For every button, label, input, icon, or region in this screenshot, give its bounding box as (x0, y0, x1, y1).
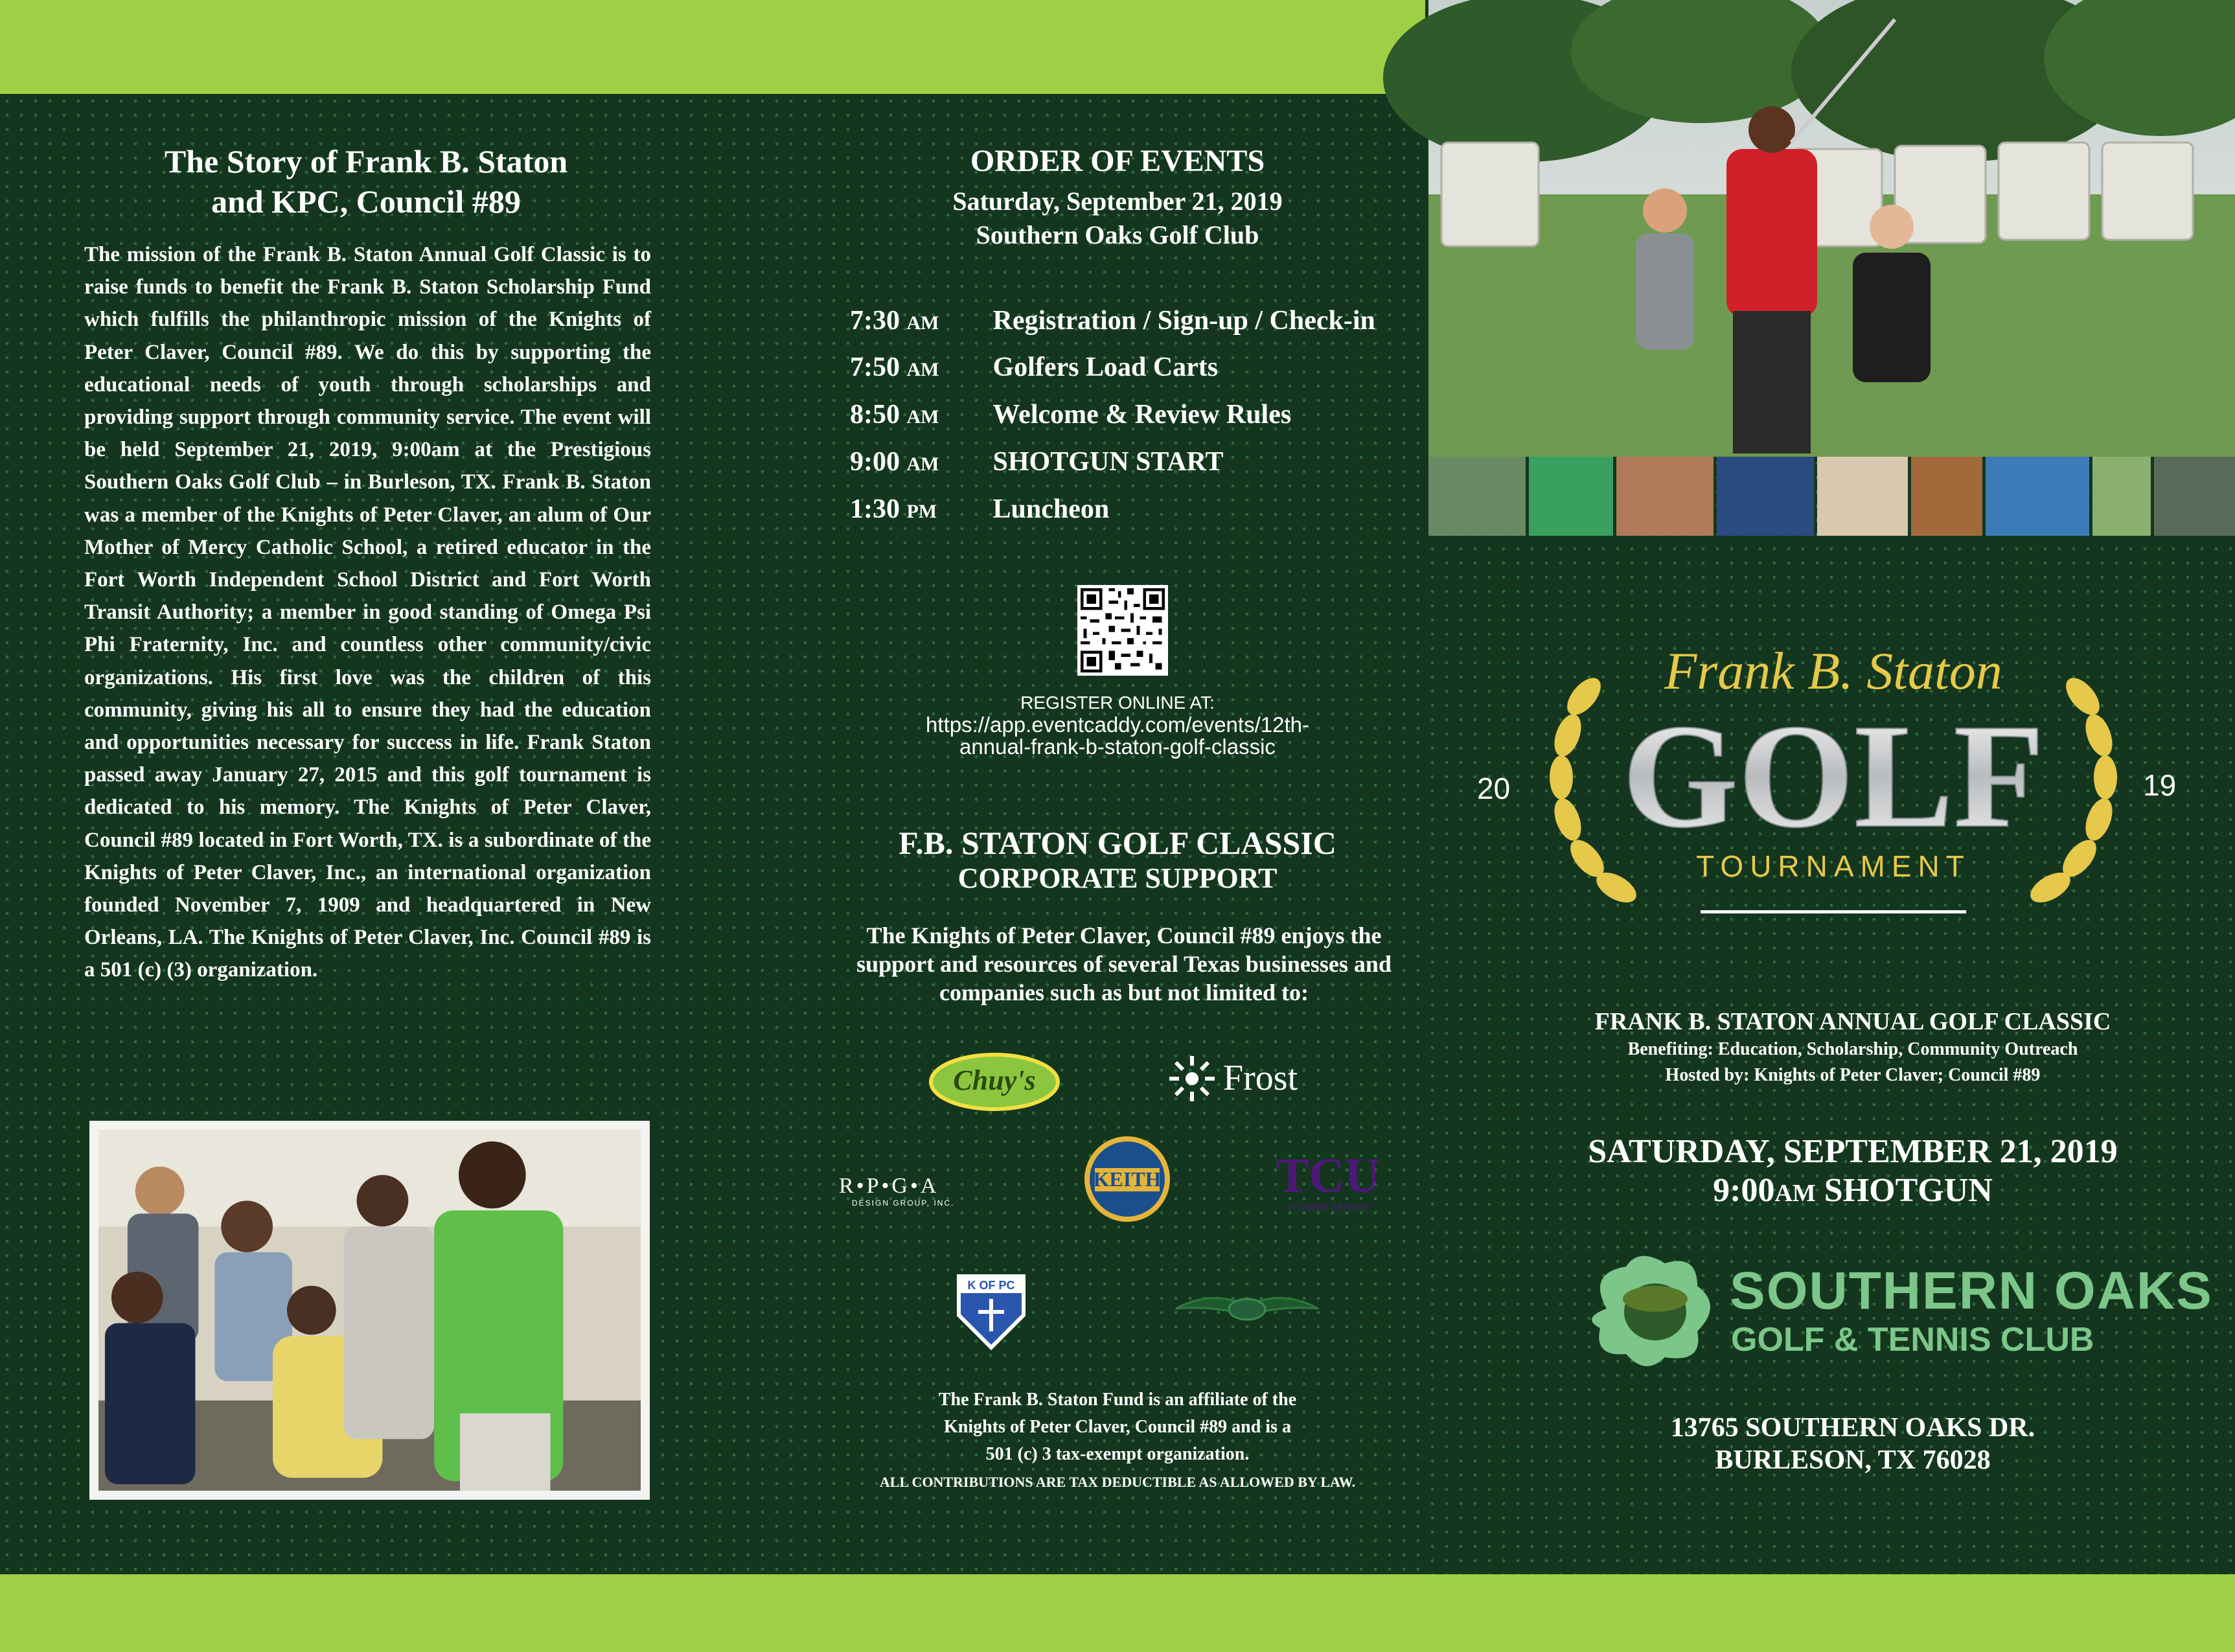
events-title: ORDER OF EVENTS (970, 144, 1265, 178)
frost-text: Frost (1223, 1058, 1298, 1098)
register-url-line2[interactable]: annual-frank-b-staton-golf-classic (959, 735, 1276, 759)
wings-logo (1173, 1286, 1322, 1331)
tcu-text: TCU (1276, 1149, 1381, 1203)
schedule-ampm: PM (906, 501, 937, 522)
club-name-2: GOLF & TENNIS CLUB (1731, 1321, 2094, 1359)
top-green-band (0, 0, 1425, 94)
schedule-label: Luncheon (992, 494, 1110, 524)
story-body: The mission of the Frank B. Staton Annual Golf Classic is to raise funds to benefit the Frank B. Staton Scholarship Fund which fulfills the philanthropic mission of the Knights of Peter Claver, Council #89. We do this by supporting the educational needs of youth through scholarships and providing support through community service. The event will be held September 21, 2019, 9:00am at the Prestigious Southern Oaks Golf Club – in Burleson, TX. Frank B. Staton was a member of the Knights of Peter Claver, an alum of Our Mother of Mercy Catholic School, a retired educator in the Fort Worth Independent School District and Fort Worth Transit Authority; a member in good standing of Omega Psi Phi Fraternity, Inc. and countless other community/civic organizations. His first love was the children of this community, giving his all to ensure they had the education and opportunities necessary for success in life. Frank Staton passed away January 27, 2015 and this golf tournament is dedicated to his memory. The Knights of Peter Claver, Council #89 located in Fort Worth, TX. is a subordinate of the Knights of Peter Claver, Inc., an international organization founded November 7, 1909 and headquartered in New Orleans, LA. The Knights of Peter Claver, Inc. Council #89 is a 501 (c) (3) organization. (84, 243, 651, 982)
group-photo (89, 1121, 650, 1500)
schedule-ampm: AM (906, 406, 939, 428)
shotgun-time: 9:00 (1713, 1172, 1775, 1209)
fund-note-line1: The Frank B. Staton Fund is an affiliate of the (938, 1390, 1297, 1410)
golf-tournament-crest (1535, 632, 2131, 930)
schedule-ampm: AM (906, 453, 939, 475)
classic-host: Hosted by: Knights of Peter Claver; Council #89 (1665, 1065, 2041, 1085)
rpga-text: R•P•G•A (839, 1174, 939, 1198)
schedule-time: 7:50 (850, 352, 900, 382)
script-name: Frank B. Staton (1664, 641, 2002, 700)
fund-note-line2: Knights of Peter Claver, Council #89 and is a (944, 1417, 1291, 1437)
bottom-green-band (0, 1574, 2235, 1652)
schedule-label: Registration / Sign-up / Check-in (992, 306, 1375, 336)
event-photo-strip (1428, 457, 2235, 536)
chuys-logo (926, 1050, 1062, 1114)
tournament-word: TOURNAMENT (1696, 849, 1971, 883)
qr-code-icon (1077, 585, 1168, 676)
story-title-line1: The Story of Frank B. Staton (164, 143, 568, 179)
schedule-row (850, 395, 1291, 434)
schedule-row (850, 442, 1224, 481)
southern-oaks-logo (1581, 1247, 2213, 1370)
year-right: 19 (2143, 768, 2177, 802)
address-line1: 13765 SOUTHERN OAKS DR. (1670, 1413, 2035, 1443)
schedule-row (850, 348, 1218, 387)
events-date: Saturday, September 21, 2019 (952, 187, 1283, 216)
frost-logo (1166, 1050, 1328, 1108)
schedule-label: SHOTGUN START (992, 447, 1224, 477)
classic-benefit: Benefiting: Education, Scholarship, Community Outreach (1627, 1039, 2078, 1059)
kpc-logo (952, 1270, 1030, 1348)
shotgun-ampm: AM (1774, 1180, 1816, 1207)
schedule-row (850, 490, 1109, 529)
schedule-label: Welcome & Review Rules (992, 400, 1292, 430)
schedule-ampm: AM (906, 312, 939, 334)
schedule-ampm: AM (906, 359, 939, 380)
keith-logo (1062, 1130, 1192, 1228)
group-photo-illustration (98, 1130, 641, 1491)
address-line2: BURLESON, TX 76028 (1715, 1445, 1991, 1475)
schedule-time: 8:50 (850, 400, 900, 430)
club-name-1: SOUTHERN OAKS (1730, 1261, 2213, 1320)
support-subtitle: CORPORATE SUPPORT (957, 862, 1278, 894)
classic-title: FRANK B. STATON ANNUAL GOLF CLASSIC (1594, 1008, 2111, 1035)
register-label: REGISTER ONLINE AT: (1020, 693, 1215, 713)
register-block (842, 692, 1393, 758)
event-shotgun-time (1503, 1171, 2203, 1210)
chuys-text: Chuy's (953, 1064, 1036, 1096)
year-left: 20 (1477, 772, 1511, 805)
story-title-line2: and KPC, Council #89 (211, 183, 521, 220)
event-date-headline: SATURDAY, SEPTEMBER 21, 2019 (1588, 1133, 2118, 1170)
support-title: F.B. STATON GOLF CLASSIC (899, 825, 1336, 861)
tcu-logo (1273, 1147, 1383, 1218)
rpga-subtext: DESIGN GROUP, INC. (852, 1199, 955, 1208)
oak-leaf-icon (1592, 1256, 1710, 1366)
register-url-line1[interactable]: https://app.eventcaddy.com/events/12th- (926, 713, 1309, 737)
support-body: The Knights of Peter Claver, Council #89 enjoys the support and resources of several Texas businesses and companies such as but not limited to: (856, 923, 1392, 1005)
shotgun-word: SHOTGUN (1824, 1172, 1993, 1209)
golfers-hero-photo (1428, 0, 2235, 457)
fund-note (842, 1386, 1393, 1468)
schedule-time: 1:30 (850, 494, 900, 524)
schedule-time: 7:30 (850, 306, 900, 336)
schedule-label: Golfers Load Carts (992, 352, 1219, 382)
rpga-logo (839, 1169, 1001, 1208)
tcu-subtext: STUDENT AFFAIRS (1287, 1202, 1370, 1212)
tax-deductible-note: ALL CONTRIBUTIONS ARE TAX DEDUCTIBLE AS ALLOWED BY LAW. (879, 1474, 1356, 1490)
kpc-text: K OF PC (967, 1279, 1015, 1292)
fund-note-line3: 501 (c) 3 tax-exempt organization. (985, 1444, 1250, 1464)
schedule-row (850, 301, 1375, 340)
golf-word: GOLF (1622, 693, 2045, 858)
registration-qr-code[interactable] (1077, 585, 1168, 676)
frost-sunburst-icon (1169, 1056, 1215, 1101)
story-title (84, 141, 648, 222)
events-venue: Southern Oaks Golf Club (976, 220, 1259, 249)
schedule-time: 9:00 (850, 447, 900, 477)
keith-text: KEITH (1093, 1167, 1162, 1191)
